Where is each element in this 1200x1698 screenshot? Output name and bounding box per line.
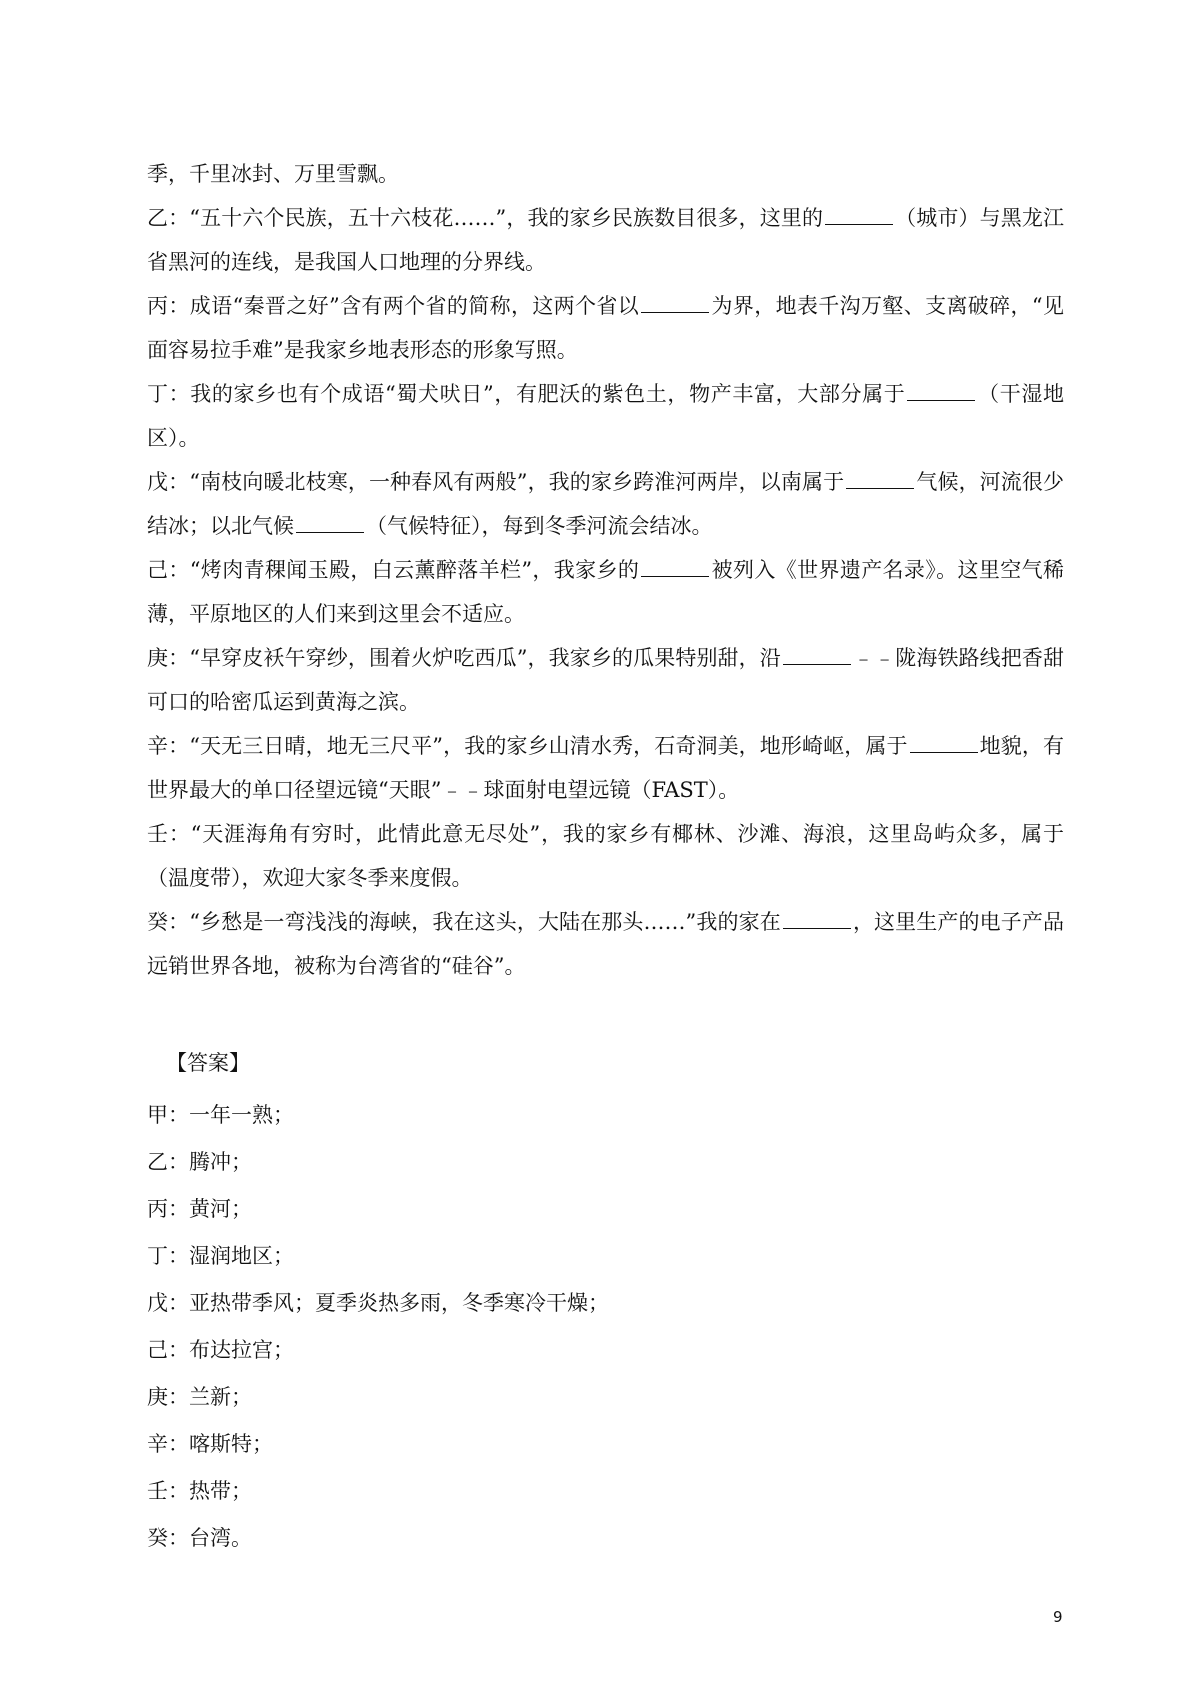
question-text: 地貌，有世界最大的单口径望远镜“天眼”﹣﹣球面射电望远镜（FAST）。	[147, 734, 1065, 802]
question-q-jia-cont	[147, 152, 1064, 196]
question-text: 被列入《世界遗产名录》。这里空气稀薄，平原地区的人们来到这里会不适应。	[147, 558, 1064, 626]
question-text: 戊：“南枝向暖北枝寒，一种春风有两般”，我的家乡跨淮河两岸，以南属于	[147, 470, 845, 494]
fill-in-blank	[641, 558, 709, 577]
answer-item: 辛：喀斯特；	[147, 1432, 273, 1456]
fill-in-blank	[783, 646, 851, 665]
question-q-geng	[147, 636, 1064, 724]
question-text: （干湿地区）。	[147, 382, 1065, 450]
question-q-ren	[147, 812, 1064, 900]
fill-in-blank	[907, 382, 975, 401]
question-text: （城市）与黑龙江省黑河的连线，是我国人口地理的分界线。	[147, 206, 1064, 274]
answer-item: 癸：台湾。	[147, 1526, 252, 1550]
question-text: 丁：我的家乡也有个成语“蜀犬吠日”，有肥沃的紫色土，物产丰富，大部分属于	[147, 382, 906, 406]
question-text: 丙：成语“秦晋之好”含有两个省的简称，这两个省以	[147, 294, 640, 318]
question-text: （气候特征），每到冬季河流会结冰。	[366, 514, 713, 538]
question-q-gui	[147, 900, 1064, 988]
fill-in-blank	[825, 206, 893, 225]
answer-item: 庚：兰新；	[147, 1385, 252, 1409]
answer-item: 丙：黄河；	[147, 1197, 252, 1221]
question-q-yi	[147, 196, 1064, 284]
question-text: 壬：“天涯海角有穷时，此情此意无尽处”，我的家乡有椰林、沙滩、海浪，这里岛屿众多，属于（温度带），欢迎大家冬季来度假。	[147, 822, 1064, 890]
answer-item: 甲：一年一熟；	[147, 1103, 294, 1127]
question-text: 气候，河流很少结冰；以北气候	[147, 470, 1065, 538]
question-text: ，这里生产的电子产品远销世界各地，被称为台湾省的“硅谷”。	[147, 910, 1064, 978]
fill-in-blank	[846, 470, 914, 489]
question-q-wu	[147, 460, 1064, 548]
question-q-bing	[147, 284, 1064, 372]
fill-in-blank	[641, 294, 709, 313]
answer-item: 己：布达拉宫；	[147, 1338, 294, 1362]
question-q-xin	[147, 724, 1064, 812]
answer-item: 壬：热带；	[147, 1479, 252, 1503]
question-text: 癸：“乡愁是一弯浅浅的海峡，我在这头，大陆在那头……”我的家在	[147, 910, 781, 934]
question-text: 己：“烤肉青稞闻玉殿，白云薰醉落羊栏”，我家乡的	[147, 558, 640, 582]
fill-in-blank	[910, 734, 978, 753]
question-text: 乙：“五十六个民族，五十六枝花……”，我的家乡民族数目很多，这里的	[147, 206, 824, 230]
question-text: 庚：“早穿皮袄午穿纱，围着火炉吃西瓜”，我家乡的瓜果特别甜，沿	[147, 646, 781, 670]
answer-item: 乙：腾冲；	[147, 1150, 252, 1174]
question-block	[147, 152, 1064, 988]
answer-item: 丁：湿润地区；	[147, 1244, 294, 1268]
question-text: ﹣﹣陇海铁路线把香甜可口的哈密瓜运到黄海之滨。	[147, 646, 1064, 714]
page-number: 9	[1053, 1608, 1063, 1626]
question-text: 为界，地表千沟万壑、支离破碎，“见面容易拉手难”是我家乡地表形态的形象写照。	[147, 294, 1064, 362]
fill-in-blank	[296, 514, 364, 533]
answer-heading: 【答案】	[166, 1051, 250, 1075]
question-q-ding	[147, 372, 1064, 460]
answer-item: 戊：亚热带季风；夏季炎热多雨，冬季寒冷干燥；	[147, 1291, 609, 1315]
question-q-ji	[147, 548, 1064, 636]
answer-list	[147, 1100, 609, 1570]
fill-in-blank	[783, 910, 851, 929]
question-text: 季，千里冰封、万里雪飘。	[147, 162, 399, 186]
question-text: 辛：“天无三日晴，地无三尺平”，我的家乡山清水秀，石奇洞美，地形崎岖，属于	[147, 734, 908, 758]
